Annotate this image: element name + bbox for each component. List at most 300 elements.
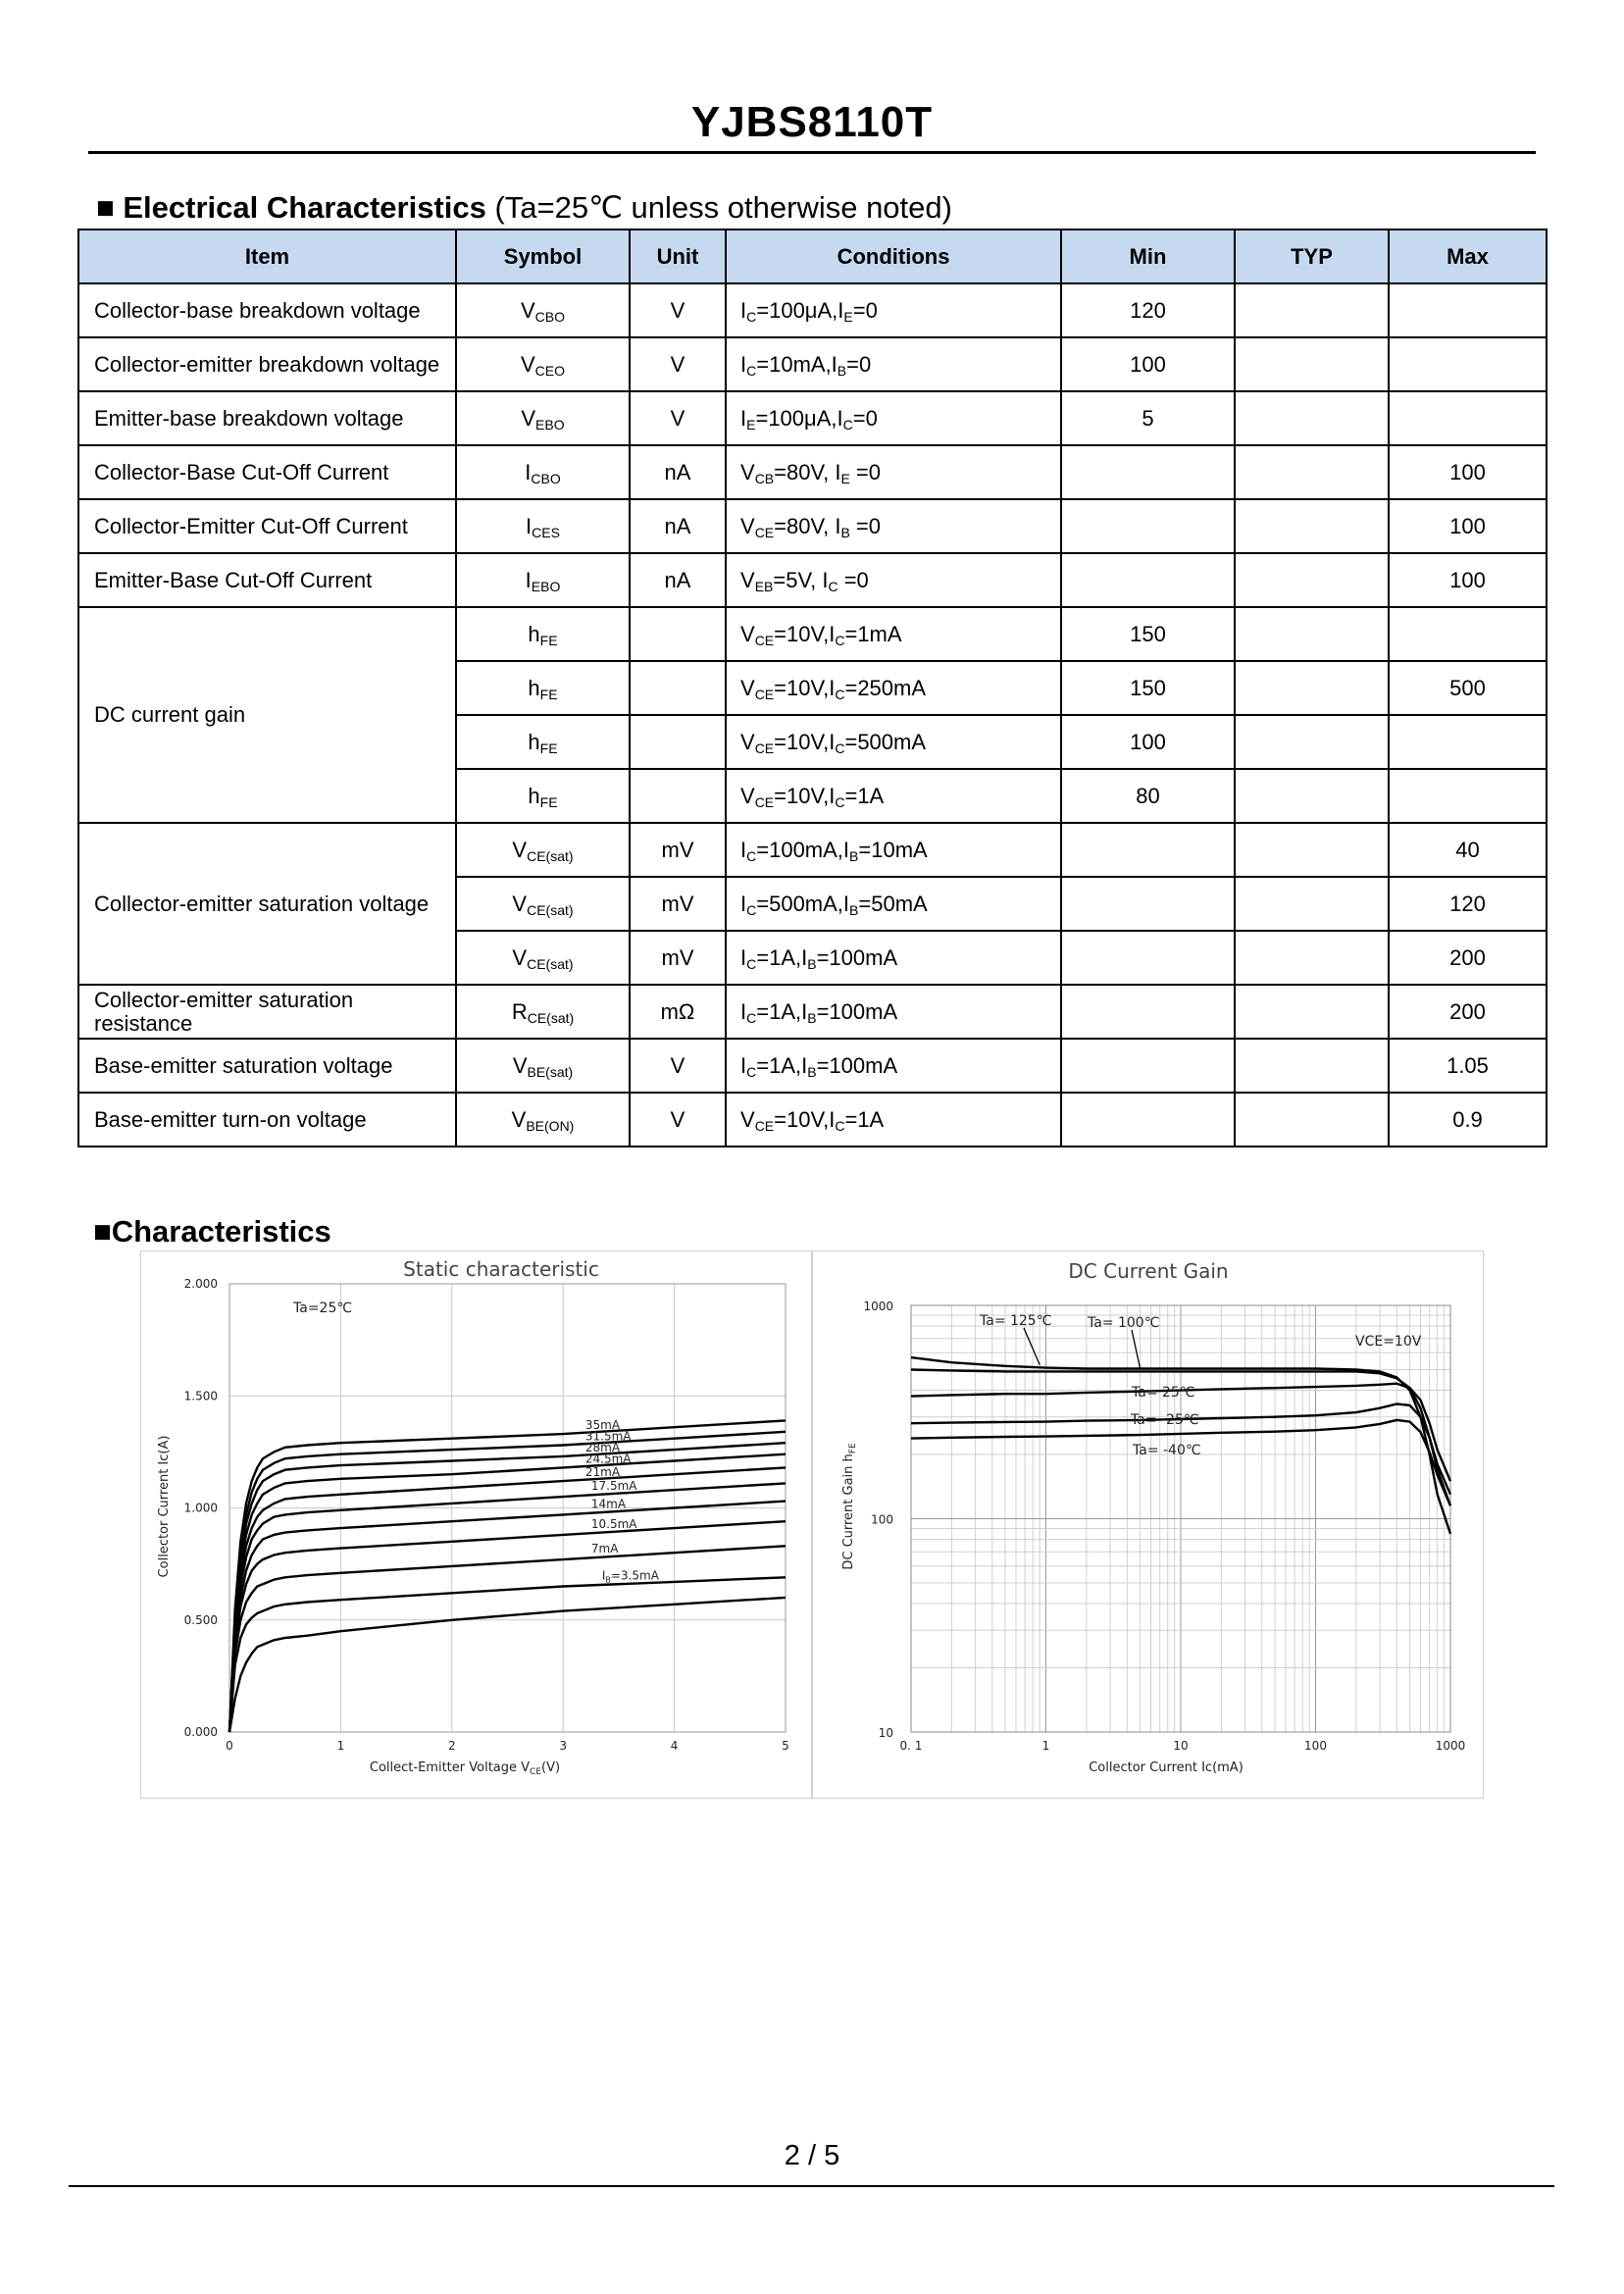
- table-row: [78, 553, 1547, 607]
- series-label: 14mA: [590, 1497, 627, 1511]
- label-leader: [1024, 1328, 1040, 1365]
- label-leader: [1132, 1330, 1141, 1368]
- condition-subscript: B: [849, 901, 859, 918]
- cell-symbol: [456, 985, 630, 1039]
- cell-unit: nA: [630, 553, 726, 607]
- condition-text: =1A,I: [756, 1052, 808, 1078]
- cell-unit: mV: [630, 823, 726, 877]
- series-line: [229, 1546, 786, 1732]
- cell-conditions: [726, 553, 1061, 607]
- cell-max: 100: [1389, 553, 1547, 607]
- symbol-main: h: [528, 729, 540, 754]
- symbol-main: h: [528, 675, 540, 700]
- symbol-subscript: FE: [539, 686, 558, 702]
- page-number: 2 / 5: [784, 2140, 840, 2171]
- y-tick-label: 10: [878, 1726, 893, 1740]
- cell-symbol: [456, 445, 630, 499]
- cell-max: 200: [1389, 985, 1547, 1039]
- symbol-subscript: CEO: [534, 362, 566, 379]
- bullet-square: ■: [96, 190, 115, 225]
- symbol-main: R: [511, 998, 528, 1024]
- series-label: 21mA: [584, 1465, 621, 1480]
- cell-unit: V: [630, 1093, 726, 1147]
- condition-subscript: CE: [754, 793, 775, 810]
- table-row: [78, 985, 1547, 1039]
- cell-conditions: [726, 337, 1061, 391]
- condition-subscript: C: [746, 362, 757, 379]
- cell-typ: [1235, 985, 1389, 1039]
- series-label: Ta= 125℃: [980, 1313, 1052, 1329]
- condition-subscript: E: [840, 470, 850, 486]
- col-max: Max: [1389, 229, 1547, 283]
- cell-item: Collector-Emitter Cut-Off Current: [78, 499, 456, 553]
- condition-text: =100mA: [816, 944, 898, 970]
- cell-unit: V: [630, 1039, 726, 1093]
- condition-subscript: C: [835, 1117, 845, 1134]
- condition-text: I: [740, 944, 747, 970]
- table-row: [78, 283, 1547, 337]
- cell-conditions: [726, 823, 1061, 877]
- cell-conditions: [726, 1093, 1061, 1147]
- symbol-subscript: CBO: [534, 308, 566, 325]
- condition-text: =1A: [844, 1106, 885, 1132]
- cell-typ: [1235, 1039, 1389, 1093]
- series-label: Ta= -40℃: [1133, 1443, 1201, 1458]
- condition-subscript: C: [746, 901, 757, 918]
- y-tick-label: 0.000: [183, 1725, 218, 1739]
- condition-text: =1A,I: [756, 944, 808, 970]
- cell-min: 100: [1061, 337, 1235, 391]
- cell-item: Emitter-base breakdown voltage: [78, 391, 456, 445]
- symbol-subscript: CBO: [531, 470, 561, 486]
- cell-conditions: [726, 391, 1061, 445]
- x-tick-label: 5: [782, 1739, 789, 1753]
- y-tick-label: 1.000: [183, 1501, 218, 1515]
- y-tick-label: 100: [871, 1512, 893, 1527]
- series-label: 7mA: [590, 1542, 619, 1556]
- cell-typ: [1235, 337, 1389, 391]
- condition-text: V: [740, 567, 755, 592]
- dc-current-gain-chart: [812, 1250, 1484, 1799]
- condition-text: =10V,I: [774, 1106, 836, 1132]
- cell-symbol: [456, 823, 630, 877]
- table-row: [78, 607, 1547, 661]
- symbol-main: V: [521, 405, 536, 431]
- cell-unit: V: [630, 337, 726, 391]
- cell-conditions: [726, 769, 1061, 823]
- x-tick-label: 10: [1173, 1739, 1189, 1753]
- condition-subscript: C: [835, 632, 845, 648]
- cell-item: Collector-Base Cut-Off Current: [78, 445, 456, 499]
- cell-conditions: [726, 715, 1061, 769]
- cell-min: 100: [1061, 715, 1235, 769]
- symbol-subscript: EBO: [535, 416, 565, 433]
- bullet-square: ■: [93, 1214, 112, 1249]
- symbol-main: h: [528, 621, 540, 646]
- table-row: [78, 823, 1547, 877]
- condition-text: I: [740, 998, 747, 1024]
- cell-min: [1061, 823, 1235, 877]
- characteristics-heading-text: Characteristics: [111, 1214, 331, 1249]
- cell-typ: [1235, 823, 1389, 877]
- cell-max: 100: [1389, 499, 1547, 553]
- condition-text: =100mA,I: [756, 837, 850, 862]
- condition-text: =100mA: [816, 1052, 898, 1078]
- y-tick-label: 1.500: [183, 1389, 218, 1403]
- symbol-main: I: [526, 513, 533, 538]
- cell-min: 150: [1061, 661, 1235, 715]
- x-tick-label: 1: [1041, 1739, 1050, 1753]
- symbol-subscript: BE(sat): [527, 1063, 574, 1080]
- cell-typ: [1235, 877, 1389, 931]
- condition-text: =0: [846, 351, 872, 377]
- cell-conditions: [726, 661, 1061, 715]
- condition-subscript: C: [746, 1009, 757, 1026]
- cell-symbol: [456, 337, 630, 391]
- condition-text: =100mA: [816, 998, 898, 1024]
- symbol-subscript: CE(sat): [527, 847, 574, 864]
- cell-unit: [630, 661, 726, 715]
- x-axis-label: Collect-Emitter Voltage $V_{CE}(V)$: [369, 1760, 561, 1777]
- x-tick-label: 3: [559, 1739, 568, 1753]
- x-tick-label: 0: [226, 1739, 233, 1753]
- cell-unit: nA: [630, 445, 726, 499]
- cell-min: 120: [1061, 283, 1235, 337]
- condition-text: =10V,I: [774, 729, 836, 754]
- cell-conditions: [726, 607, 1061, 661]
- cell-item: DC current gain: [78, 607, 456, 823]
- condition-text: I: [740, 351, 747, 377]
- cell-min: 150: [1061, 607, 1235, 661]
- condition-subscript: C: [746, 847, 757, 864]
- vce-annotation: VCE=10V: [1355, 1334, 1422, 1350]
- x-tick-label: 0. 1: [899, 1739, 923, 1753]
- condition-subscript: B: [807, 1009, 817, 1026]
- y-tick-label: 0.500: [183, 1612, 218, 1627]
- series-line: [229, 1521, 786, 1732]
- electrical-heading-note: (Ta=25℃ unless otherwise noted): [494, 190, 952, 225]
- symbol-subscript: FE: [539, 632, 558, 648]
- cell-max: 1.05: [1389, 1039, 1547, 1093]
- condition-subscript: B: [840, 524, 850, 540]
- condition-subscript: C: [835, 793, 845, 810]
- condition-subscript: CB: [754, 470, 775, 486]
- condition-text: =1A,I: [756, 998, 808, 1024]
- series-label: 17.5mA: [590, 1479, 637, 1494]
- x-tick-label: 1000: [1435, 1739, 1466, 1753]
- series-label: $I_B=3.5mA$: [601, 1568, 659, 1585]
- cell-typ: [1235, 1093, 1389, 1147]
- condition-text: V: [740, 513, 755, 538]
- condition-text: =100μA,I: [756, 297, 844, 323]
- series-line: [229, 1483, 786, 1732]
- cell-symbol: [456, 553, 630, 607]
- condition-subscript: CE: [754, 524, 775, 540]
- cell-unit: V: [630, 391, 726, 445]
- characteristics-heading: [93, 1214, 331, 1249]
- condition-text: V: [740, 459, 755, 484]
- cell-unit: mΩ: [630, 985, 726, 1039]
- table-row: [78, 1039, 1547, 1093]
- col-symbol: Symbol: [456, 229, 630, 283]
- cell-max: [1389, 391, 1547, 445]
- document-title: YJBS8110T: [690, 98, 934, 146]
- cell-symbol: [456, 283, 630, 337]
- col-item: Item: [78, 229, 456, 283]
- condition-subscript: E: [746, 416, 756, 433]
- cell-symbol: [456, 1039, 630, 1093]
- x-tick-label: 1: [336, 1739, 345, 1753]
- cell-unit: mV: [630, 877, 726, 931]
- cell-symbol: [456, 931, 630, 985]
- col-unit: Unit: [630, 229, 726, 283]
- x-tick-label: 2: [447, 1739, 456, 1753]
- static-characteristic-svg: [141, 1251, 811, 1798]
- table-row: [78, 391, 1547, 445]
- series-label: 31.5mA: [584, 1429, 632, 1444]
- cell-conditions: [726, 985, 1061, 1039]
- cell-min: [1061, 877, 1235, 931]
- cell-min: [1061, 931, 1235, 985]
- x-tick-label: 4: [670, 1739, 679, 1753]
- dc-current-gain-svg: [813, 1251, 1483, 1798]
- cell-conditions: [726, 877, 1061, 931]
- cell-min: 5: [1061, 391, 1235, 445]
- y-tick-label: 1000: [863, 1300, 893, 1313]
- condition-text: I: [740, 837, 747, 862]
- cell-conditions: [726, 931, 1061, 985]
- condition-text: I: [740, 1052, 747, 1078]
- col-conditions: Conditions: [726, 229, 1061, 283]
- symbol-main: V: [512, 837, 528, 862]
- condition-text: =250mA: [844, 675, 927, 700]
- cell-unit: nA: [630, 499, 726, 553]
- condition-subscript: B: [837, 362, 847, 379]
- condition-text: V: [740, 675, 755, 700]
- condition-text: =50mA: [858, 891, 928, 916]
- cell-unit: [630, 715, 726, 769]
- condition-subscript: C: [842, 416, 853, 433]
- condition-subscript: CE: [754, 1117, 775, 1134]
- cell-min: [1061, 985, 1235, 1039]
- condition-text: =10mA,I: [756, 351, 837, 377]
- condition-text: V: [740, 621, 755, 646]
- cell-conditions: [726, 445, 1061, 499]
- cell-typ: [1235, 715, 1389, 769]
- cell-conditions: [726, 283, 1061, 337]
- condition-text: V: [740, 1106, 755, 1132]
- condition-text: V: [740, 729, 755, 754]
- symbol-subscript: CE(sat): [527, 1009, 575, 1026]
- condition-text: =10V,I: [774, 675, 836, 700]
- condition-text: I: [740, 297, 747, 323]
- cell-item: Base-emitter turn-on voltage: [78, 1093, 456, 1147]
- cell-max: [1389, 607, 1547, 661]
- series-label: Ta= 25℃: [1132, 1385, 1195, 1401]
- temperature-annotation: Ta=25℃: [293, 1300, 353, 1316]
- condition-text: =1mA: [844, 621, 902, 646]
- cell-typ: [1235, 931, 1389, 985]
- y-tick-label: 2.000: [183, 1277, 218, 1291]
- cell-unit: [630, 607, 726, 661]
- series-label: 35mA: [584, 1418, 621, 1433]
- condition-subscript: C: [835, 739, 845, 756]
- condition-text: =1A: [844, 783, 885, 808]
- condition-text: =0: [852, 297, 878, 323]
- condition-text: =0: [852, 405, 878, 431]
- condition-text: =80V, I: [774, 459, 841, 484]
- title-rule: [88, 151, 1536, 154]
- cell-min: [1061, 445, 1235, 499]
- condition-text: I: [740, 891, 747, 916]
- condition-subscript: CE: [754, 686, 775, 702]
- cell-typ: [1235, 391, 1389, 445]
- series-label: Ta= -25℃: [1131, 1412, 1199, 1428]
- cell-item: Emitter-Base Cut-Off Current: [78, 553, 456, 607]
- chart-title: DC Current Gain: [1068, 1259, 1229, 1283]
- cell-min: [1061, 1039, 1235, 1093]
- condition-subscript: B: [849, 847, 859, 864]
- condition-text: =0: [837, 567, 869, 592]
- table-row: [78, 499, 1547, 553]
- symbol-subscript: EBO: [531, 578, 561, 594]
- symbol-subscript: FE: [539, 739, 558, 756]
- symbol-main: V: [512, 1052, 528, 1078]
- cell-typ: [1235, 553, 1389, 607]
- condition-text: =10V,I: [774, 783, 836, 808]
- symbol-main: V: [511, 1106, 527, 1132]
- cell-typ: [1235, 607, 1389, 661]
- electrical-heading-text: Electrical Characteristics: [123, 190, 486, 225]
- cell-max: 40: [1389, 823, 1547, 877]
- symbol-subscript: CE(sat): [527, 955, 574, 972]
- cell-symbol: [456, 877, 630, 931]
- condition-subscript: CE: [754, 739, 775, 756]
- col-typ: TYP: [1235, 229, 1389, 283]
- condition-text: =80V, I: [774, 513, 841, 538]
- condition-text: I: [740, 405, 747, 431]
- series-label: 28mA: [584, 1440, 621, 1454]
- cell-unit: [630, 769, 726, 823]
- cell-typ: [1235, 661, 1389, 715]
- y-axis-label: Collector Current Ic(A): [157, 1435, 172, 1578]
- series-label: 24.5mA: [584, 1452, 632, 1466]
- footer-rule: [69, 2185, 1554, 2187]
- cell-typ: [1235, 445, 1389, 499]
- table-row: [78, 1093, 1547, 1147]
- symbol-main: h: [528, 783, 540, 808]
- cell-max: 120: [1389, 877, 1547, 931]
- condition-subscript: C: [746, 955, 757, 972]
- cell-conditions: [726, 499, 1061, 553]
- cell-item: Base-emitter saturation voltage: [78, 1039, 456, 1093]
- cell-symbol: [456, 391, 630, 445]
- cell-typ: [1235, 499, 1389, 553]
- cell-unit: mV: [630, 931, 726, 985]
- symbol-main: V: [520, 297, 535, 323]
- series-label: 10.5mA: [590, 1516, 637, 1531]
- cell-min: [1061, 499, 1235, 553]
- symbol-subscript: FE: [539, 793, 558, 810]
- condition-text: =5V, I: [773, 567, 829, 592]
- col-min: Min: [1061, 229, 1235, 283]
- y-axis-label: DC Current Gain $h_{FE}$: [841, 1443, 858, 1570]
- symbol-main: V: [512, 891, 528, 916]
- condition-subscript: C: [746, 308, 757, 325]
- symbol-subscript: CES: [532, 524, 560, 540]
- condition-text: =500mA,I: [756, 891, 850, 916]
- symbol-main: V: [512, 944, 528, 970]
- condition-text: =10V,I: [774, 621, 836, 646]
- symbol-main: V: [520, 351, 535, 377]
- condition-subscript: B: [807, 1063, 817, 1080]
- series-label: Ta= 100℃: [1088, 1315, 1160, 1331]
- electrical-characteristics-table: [77, 229, 1548, 1147]
- static-characteristic-chart: [140, 1250, 812, 1799]
- cell-conditions: [726, 1039, 1061, 1093]
- cell-max: 200: [1389, 931, 1547, 985]
- condition-subscript: C: [746, 1063, 757, 1080]
- cell-max: 0.9: [1389, 1093, 1547, 1147]
- x-axis-label: Collector Current Ic(mA): [1089, 1760, 1243, 1775]
- condition-subscript: C: [835, 686, 845, 702]
- cell-typ: [1235, 283, 1389, 337]
- cell-min: 80: [1061, 769, 1235, 823]
- cell-max: [1389, 337, 1547, 391]
- condition-text: =500mA: [844, 729, 927, 754]
- symbol-subscript: CE(sat): [527, 901, 574, 918]
- cell-max: [1389, 283, 1547, 337]
- cell-min: [1061, 553, 1235, 607]
- condition-text: V: [740, 783, 755, 808]
- cell-max: 500: [1389, 661, 1547, 715]
- condition-subscript: C: [828, 578, 838, 594]
- symbol-subscript: BE(ON): [526, 1117, 575, 1134]
- series-line: [229, 1440, 786, 1732]
- cell-symbol: [456, 1093, 630, 1147]
- electrical-heading: [96, 190, 952, 226]
- cell-symbol: [456, 499, 630, 553]
- condition-text: =100μA,I: [755, 405, 843, 431]
- symbol-main: I: [525, 567, 532, 592]
- table-row: [78, 337, 1547, 391]
- cell-item: Collector-base breakdown voltage: [78, 283, 456, 337]
- condition-subscript: EB: [754, 578, 774, 594]
- cell-symbol: [456, 607, 630, 661]
- cell-item: Collector-emitter breakdown voltage: [78, 337, 456, 391]
- condition-text: =0: [849, 459, 881, 484]
- condition-subscript: E: [843, 308, 853, 325]
- cell-symbol: [456, 769, 630, 823]
- table-header-row: [78, 229, 1547, 283]
- cell-max: [1389, 769, 1547, 823]
- cell-min: [1061, 1093, 1235, 1147]
- cell-max: [1389, 715, 1547, 769]
- cell-typ: [1235, 769, 1389, 823]
- condition-text: =0: [849, 513, 881, 538]
- series-line: [229, 1598, 786, 1732]
- table-row: [78, 445, 1547, 499]
- condition-text: =10mA: [858, 837, 928, 862]
- cell-symbol: [456, 661, 630, 715]
- cell-item: Collector-emitter saturation resistance: [78, 985, 456, 1039]
- series-line: [229, 1577, 786, 1732]
- condition-subscript: B: [807, 955, 817, 972]
- cell-unit: V: [630, 283, 726, 337]
- x-tick-label: 100: [1304, 1739, 1327, 1753]
- cell-item: Collector-emitter saturation voltage: [78, 823, 456, 985]
- cell-max: 100: [1389, 445, 1547, 499]
